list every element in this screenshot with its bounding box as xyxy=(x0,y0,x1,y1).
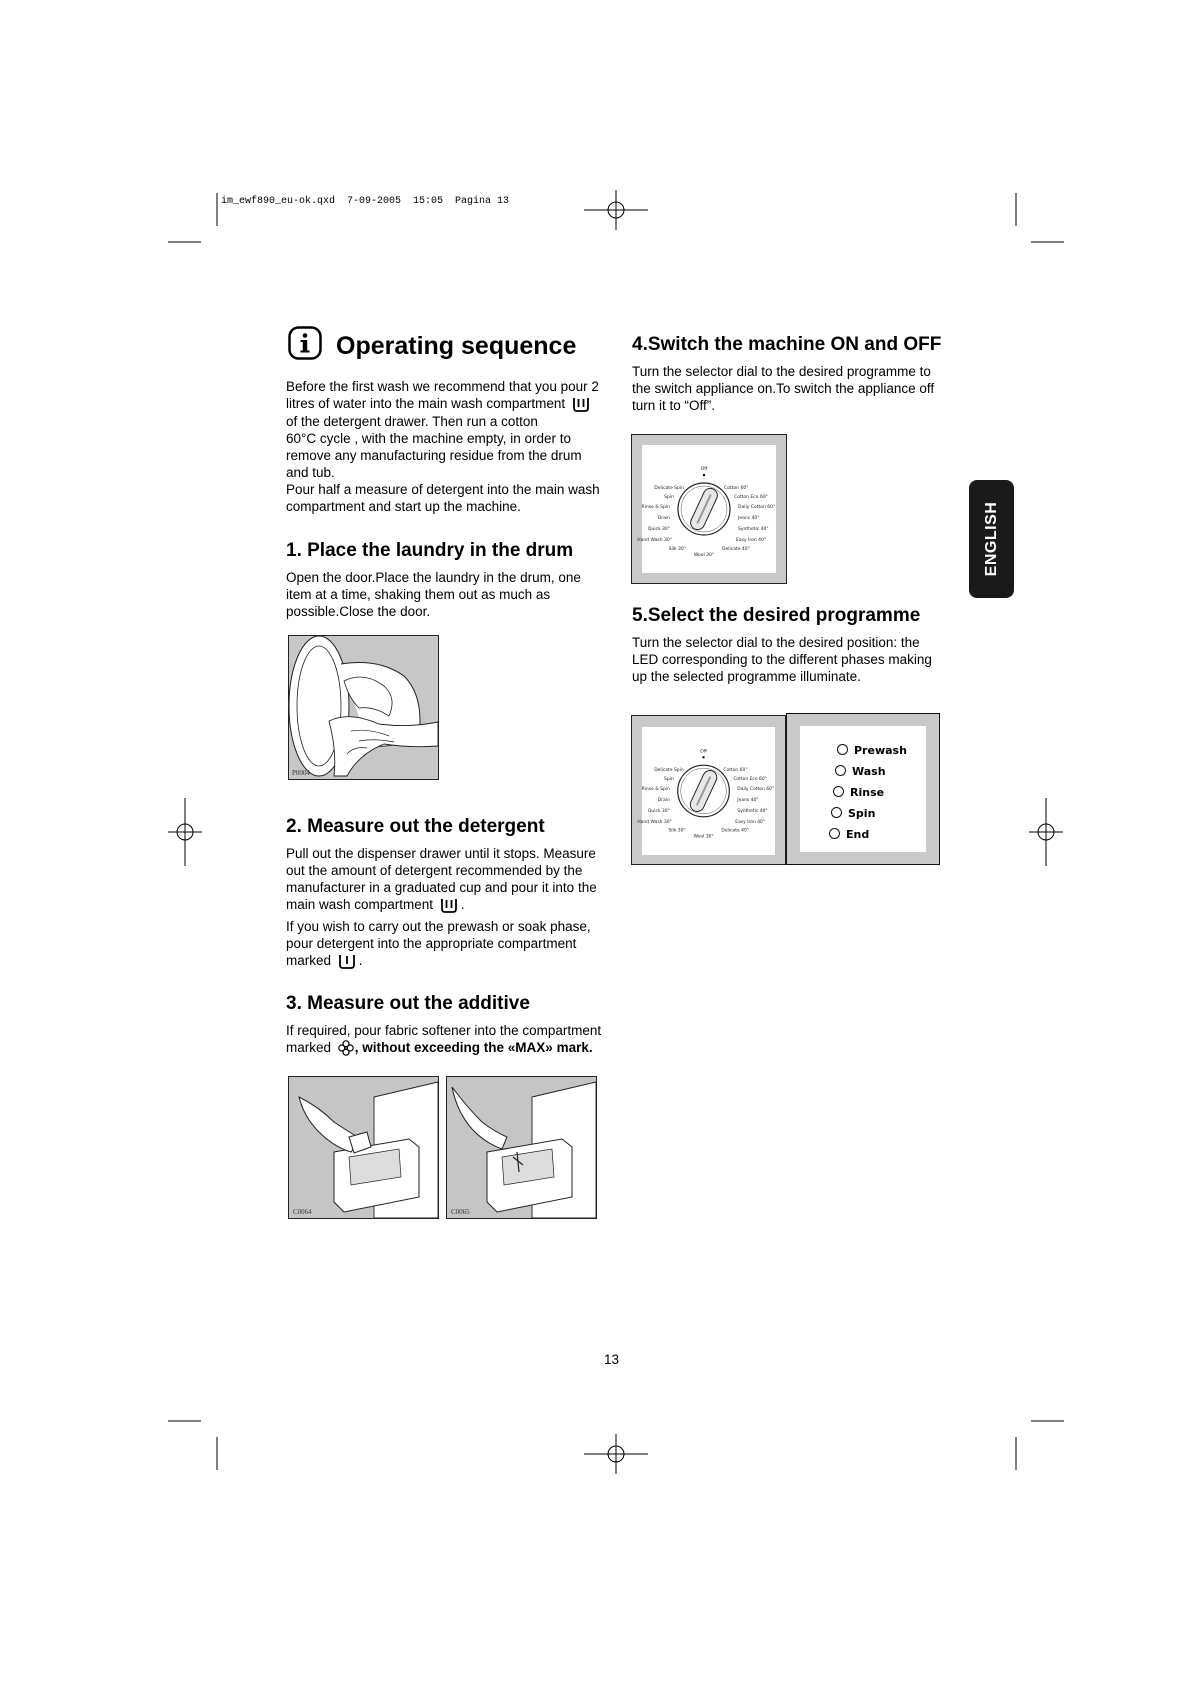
section-3-heading: 3. Measure out the additive xyxy=(286,993,530,1014)
intro-line: litres of water into the main wash compartment xyxy=(286,396,566,411)
section-4-text xyxy=(632,363,952,414)
dial-label-right: Synthetic 40° xyxy=(738,527,769,532)
dial-label-left: Hand Wash 30° xyxy=(637,819,672,825)
dial-label-left: Rinse & Spin xyxy=(641,505,670,510)
dial-label-right: Cotton Eco 60° xyxy=(733,777,767,783)
dial-label-right: Easy Iron 40° xyxy=(735,819,766,825)
text-line: possible.Close the door. xyxy=(286,604,431,619)
led-indicator-icon xyxy=(831,807,842,818)
dial-label-bottom: Wool 30° xyxy=(693,553,715,558)
section-2-heading: 2. Measure out the detergent xyxy=(286,816,545,837)
registration-mark-top xyxy=(584,190,648,230)
main-wash-icon xyxy=(572,396,590,413)
text-fragment: . xyxy=(460,897,465,912)
dial-label-bottom: Wool 30° xyxy=(693,834,714,840)
drum-illustration xyxy=(289,636,438,779)
softener-figure-b xyxy=(446,1076,597,1219)
led-end xyxy=(829,828,869,841)
led-label: Prewash xyxy=(854,744,907,757)
text-line: If you wish to carry out the prewash or soak phase, xyxy=(286,918,591,934)
section-4-heading: 4.Switch the machine ON and OFF xyxy=(632,334,942,355)
dial-off-dot xyxy=(702,756,704,758)
intro-line: compartment and start up the machine. xyxy=(286,498,521,514)
registration-mark-right xyxy=(1029,798,1063,866)
intro-line: Pour half a measure of detergent into the main wash xyxy=(286,481,600,497)
section-3-text xyxy=(286,1022,616,1056)
text-line: main wash compartment xyxy=(286,897,434,912)
dial-label-left: Drain xyxy=(657,797,670,803)
figure-code: C0065 xyxy=(451,1208,470,1216)
led-indicator-icon xyxy=(837,744,848,755)
led-indicator-icon xyxy=(829,828,840,839)
figure-code: P0004 xyxy=(292,769,310,777)
text-line: Turn the selector dial to the desired position: the xyxy=(632,635,920,650)
dial-label-right: Daily Cotton 60° xyxy=(738,505,776,510)
registration-mark-bottom xyxy=(584,1434,648,1474)
laundry-drum-figure xyxy=(288,635,439,780)
led-label: Rinse xyxy=(850,786,885,799)
dial-label-left: Spin xyxy=(664,777,674,783)
text-line: turn it to “Off”. xyxy=(632,398,716,413)
text-line: the switch appliance on.To switch the appliance off xyxy=(632,381,935,396)
drawer-illustration xyxy=(289,1077,438,1218)
text-line: pour detergent into the appropriate compartment xyxy=(286,935,577,951)
led-spin xyxy=(831,807,875,820)
text-line: Pull out the dispenser drawer until it stops. Measure xyxy=(286,846,596,861)
intro-paragraph xyxy=(286,378,606,515)
intro-line: and tub. xyxy=(286,464,335,480)
led-wash xyxy=(835,765,886,778)
dial-label-left: Quick 30° xyxy=(647,808,670,814)
section-2-text xyxy=(286,845,606,970)
registration-mark-left xyxy=(168,798,202,866)
dial-label-right: Delicate 40° xyxy=(722,547,750,552)
dial-label-left: Quick 30° xyxy=(647,527,670,532)
info-icon xyxy=(288,326,322,360)
dial-label-off: Off xyxy=(700,467,708,472)
dial-label-left: Delicate Spin xyxy=(654,768,684,774)
dial-label-right: Easy Iron 40° xyxy=(736,538,767,543)
language-tab xyxy=(969,480,1014,598)
intro-line: remove any manufacturing residue from the drum xyxy=(286,447,582,463)
selector-dial xyxy=(637,727,775,855)
text-fragment: . xyxy=(358,952,363,968)
figure-code: C0064 xyxy=(293,1208,312,1216)
dial-label-left: Rinse & Spin xyxy=(641,787,670,793)
text-line: item at a time, shaking them out as much as xyxy=(286,587,551,602)
text-fragment: , without exceeding the «MAX» mark. xyxy=(354,1040,593,1055)
led-panel-figure xyxy=(786,713,940,865)
dial-label-right: Cotton Eco 60° xyxy=(734,495,768,500)
selector-dial xyxy=(637,445,776,573)
programme-dial-figure xyxy=(631,715,786,865)
page-number: 13 xyxy=(604,1352,620,1367)
section-1-heading: 1. Place the laundry in the drum xyxy=(286,540,574,561)
dial-label-left: Silk 30° xyxy=(668,828,686,834)
fabric-softener-icon xyxy=(338,1040,354,1056)
intro-line: of the detergent drawer. Then run a cotton xyxy=(286,413,538,429)
text-fragment: marked xyxy=(286,1040,332,1055)
section-5-text xyxy=(632,634,952,685)
dial-label-left: Drain xyxy=(657,516,670,521)
led-rinse xyxy=(833,786,884,799)
dial-label-right: Cotton 60° xyxy=(723,768,748,774)
dial-label-left: Silk 30° xyxy=(668,547,686,552)
language-tab-label: ENGLISH xyxy=(982,501,1000,577)
dial-label-right: Cotton 60° xyxy=(724,486,749,491)
dial-label-left: Delicate Spin xyxy=(654,486,684,491)
main-wash-icon xyxy=(440,897,458,914)
intro-line: 60°C cycle , with the machine empty, in order to xyxy=(286,430,572,446)
led-indicator-icon xyxy=(833,786,844,797)
dial-label-right: Jeans 40° xyxy=(737,797,759,803)
led-label: Spin xyxy=(848,807,876,820)
dial-label-right: Jeans 40° xyxy=(738,516,760,521)
drawer-illustration xyxy=(447,1077,596,1218)
section-1-text xyxy=(286,569,606,620)
text-line: LED corresponding to the different phases making xyxy=(632,652,932,667)
led-indicator-icon xyxy=(835,765,846,776)
prewash-icon xyxy=(338,953,356,970)
dial-label-left: Spin xyxy=(664,495,674,500)
led-label: End xyxy=(846,828,870,841)
led-prewash xyxy=(837,744,907,757)
text-line: Open the door.Place the laundry in the drum, one xyxy=(286,570,581,585)
text-line: manufacturer in a graduated cup and pour it into the xyxy=(286,880,597,895)
section-5-heading: 5.Select the desired programme xyxy=(632,605,921,626)
page-title: Operating sequence xyxy=(336,332,577,360)
softener-figure-a xyxy=(288,1076,439,1219)
led-label: Wash xyxy=(852,765,886,778)
selector-dial-figure xyxy=(631,434,787,584)
text-line: up the selected programme illuminate. xyxy=(632,669,861,684)
text-line: Turn the selector dial to the desired programme to xyxy=(632,364,931,379)
dial-label-right: Synthetic 40° xyxy=(737,808,768,814)
dial-label-right: Delicate 40° xyxy=(721,828,750,834)
text-line: marked xyxy=(286,952,332,968)
text-line: If required, pour fabric softener into the compartment xyxy=(286,1023,602,1038)
text-line: out the amount of detergent recommended by the xyxy=(286,863,583,878)
dial-label-right: Daily Cotton 60° xyxy=(737,787,775,793)
intro-line: Before the first wash we recommend that you pour 2 xyxy=(286,379,599,394)
dial-label-off: Off xyxy=(700,749,707,755)
dial-label-left: Hand Wash 30° xyxy=(637,538,672,543)
dial-off-dot xyxy=(703,474,705,476)
print-header: im_ewf890_eu-ok.qxd 7-09-2005 15:05 Pagina 13 xyxy=(221,196,510,207)
